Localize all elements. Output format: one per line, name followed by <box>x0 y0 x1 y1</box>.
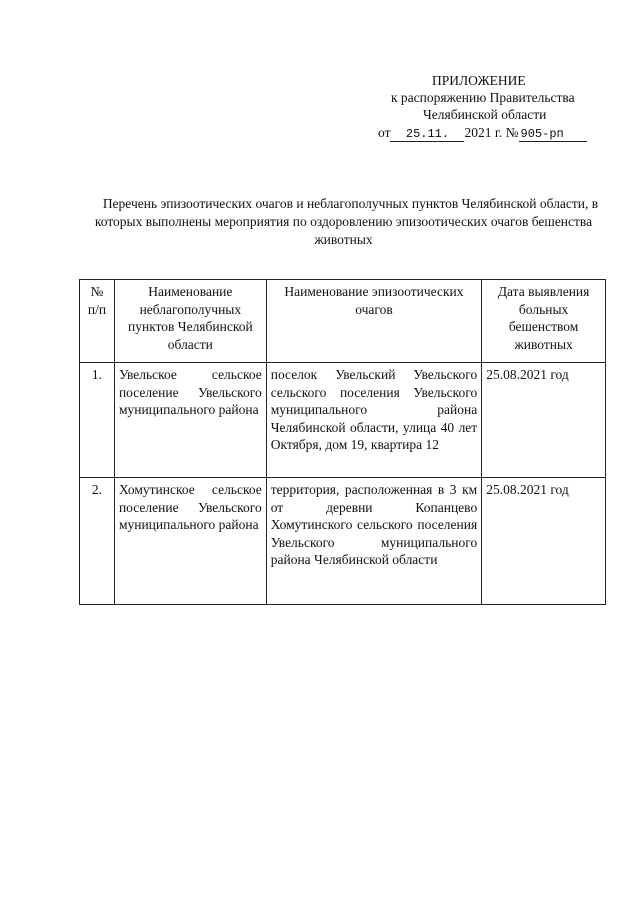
row-point: Увельское сельское поселение Увельского муниципального района <box>114 363 266 478</box>
row-date: 25.08.2021 год <box>482 478 606 605</box>
table-row <box>80 478 606 605</box>
header-detection-date: Дата выявления больных бешенством животных <box>482 280 606 363</box>
row-number: 2. <box>80 478 115 605</box>
row-point: Хомутинское сельское поселение Увельского муниципального района <box>114 478 266 605</box>
order-number: 905-рп <box>519 127 587 142</box>
document-heading <box>76 195 611 249</box>
order-year-number-label: 2021 г. № <box>464 125 519 140</box>
header-focus-name: Наименование эпизоотических очагов <box>266 280 481 363</box>
appendix-region-line: Челябинской области <box>423 107 547 122</box>
heading-text: Перечень эпизоотических очагов и неблагополучных пунктов Челябинской области, в которых выполнены мероприятия по оздоровлению эпизоотических очагов бешенства животных <box>94 196 599 247</box>
header-point-name: Наименование неблагополучных пунктов Челябинской области <box>114 280 266 363</box>
header-number: № п/п <box>80 280 115 363</box>
foci-table <box>79 279 606 605</box>
from-label: от <box>378 125 391 140</box>
appendix-date-number-line <box>378 124 587 142</box>
row-date: 25.08.2021 год <box>482 363 606 478</box>
appendix-order-line: к распоряжению Правительства <box>391 90 575 105</box>
table-row <box>80 363 606 478</box>
row-focus: поселок Увельский Увельского сельского поселения Увельского муниципального района Челябинской области, улица 40 лет Октября, дом 19, квартира 12 <box>266 363 481 478</box>
appendix-title: ПРИЛОЖЕНИЕ <box>432 73 526 88</box>
table-header-row <box>80 280 606 363</box>
order-date: 25.11. <box>390 127 464 142</box>
row-focus: территория, расположенная в 3 км от деревни Копанцево Хомутинского сельского поселения Увельского муниципального района Челябинской области <box>266 478 481 605</box>
row-number: 1. <box>80 363 115 478</box>
